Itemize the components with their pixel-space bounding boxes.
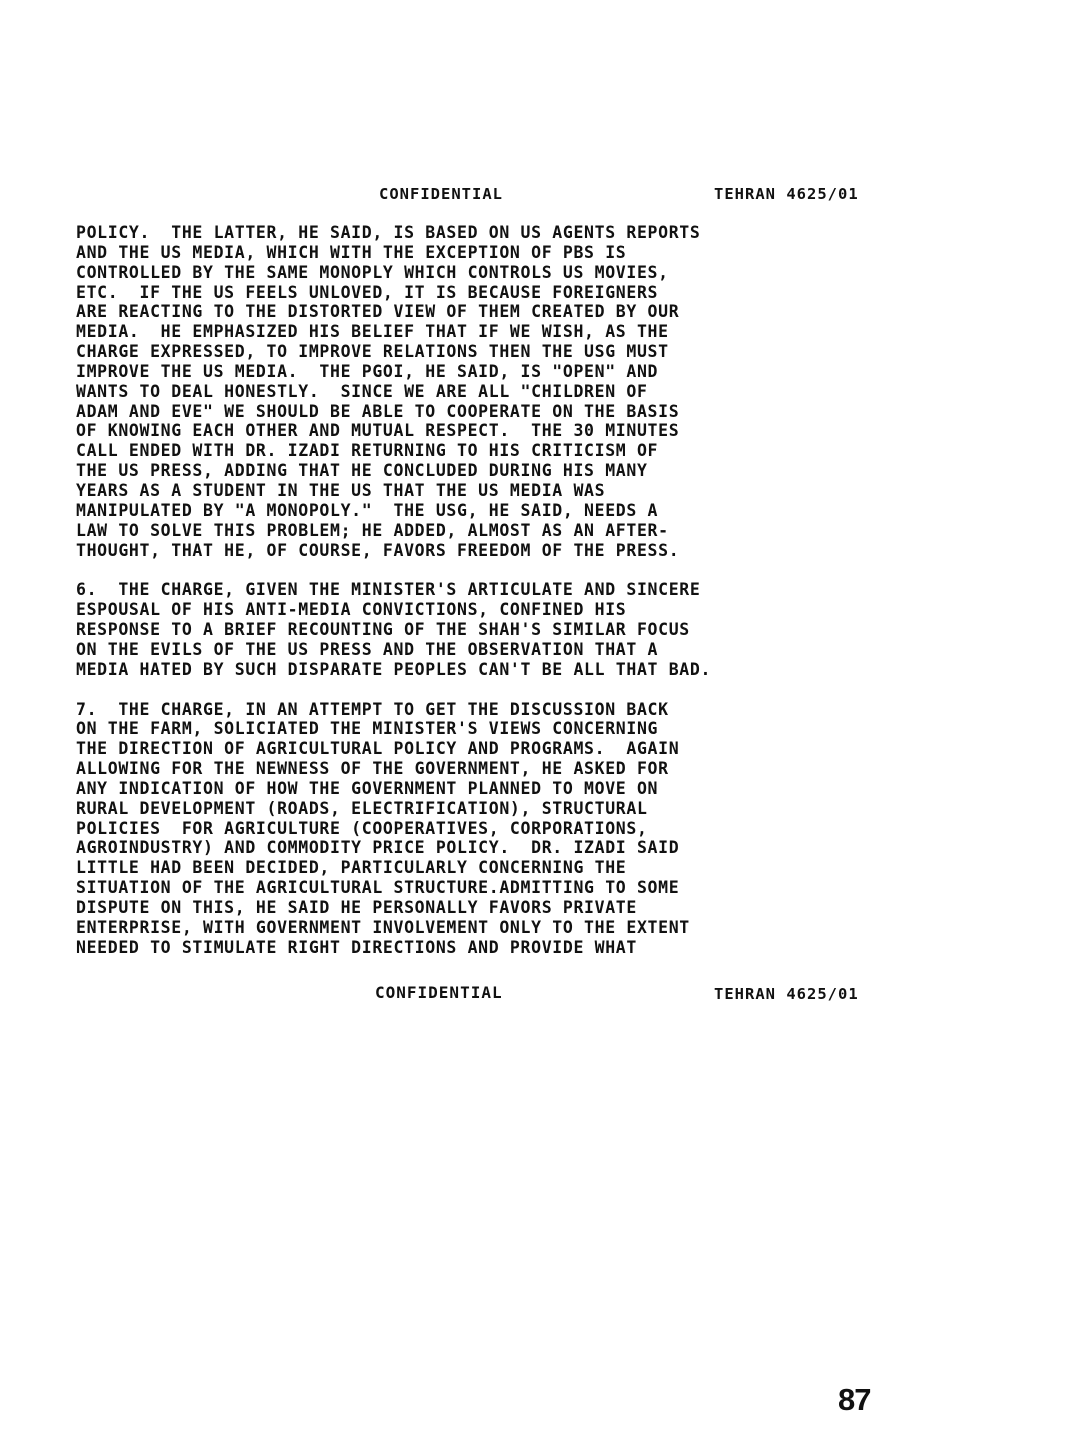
- cable-reference: TEHRAN 4625/01: [714, 985, 859, 1003]
- paragraph-gap: [76, 560, 806, 580]
- paragraph: [76, 580, 806, 679]
- text-line: RURAL DEVELOPMENT (ROADS, ELECTRIFICATION), STRUCTURAL: [76, 798, 648, 818]
- text-line: RESPONSE TO A BRIEF RECOUNTING OF THE SHAH'S SIMILAR FOCUS: [76, 620, 690, 640]
- text-line: ENTERPRISE, WITH GOVERNMENT INVOLVEMENT ONLY TO THE EXTENT: [76, 917, 690, 937]
- text-line: POLICIES FOR AGRICULTURE (COOPERATIVES, CORPORATIONS,: [76, 818, 648, 838]
- text-line: LITTLE HAD BEEN DECIDED, PARTICULARLY CONCERNING THE: [76, 858, 627, 878]
- text-line: YEARS AS A STUDENT IN THE US THAT THE US MEDIA WAS: [76, 480, 606, 500]
- text-line: LAW TO SOLVE THIS PROBLEM; HE ADDED, ALMOST AS AN AFTER-: [76, 520, 669, 540]
- text-line: THE DIRECTION OF AGRICULTURAL POLICY AND PROGRAMS. AGAIN: [76, 739, 680, 759]
- page-number: 87: [838, 1382, 871, 1417]
- text-line: CHARGE EXPRESSED, TO IMPROVE RELATIONS THEN THE USG MUST: [76, 342, 669, 362]
- text-line: OF KNOWING EACH OTHER AND MUTUAL RESPECT. THE 30 MINUTES: [76, 421, 680, 441]
- paragraph: [76, 223, 806, 560]
- text-line: SITUATION OF THE AGRICULTURAL STRUCTURE.ADMITTING TO SOME: [76, 878, 680, 898]
- paragraph: [76, 700, 806, 958]
- classification-marking: CONFIDENTIAL: [379, 185, 503, 203]
- text-line: THE US PRESS, ADDING THAT HE CONCLUDED DURING HIS MANY: [76, 461, 648, 481]
- text-line: MEDIA. HE EMPHASIZED HIS BELIEF THAT IF WE WISH, AS THE: [76, 322, 669, 342]
- text-line: AND THE US MEDIA, WHICH WITH THE EXCEPTION OF PBS IS: [76, 242, 627, 262]
- text-line: ETC. IF THE US FEELS UNLOVED, IT IS BECAUSE FOREIGNERS: [76, 282, 659, 302]
- text-line: ON THE FARM, SOLICIATED THE MINISTER'S VIEWS CONCERNING: [76, 719, 659, 739]
- text-line: ON THE EVILS OF THE US PRESS AND THE OBSERVATION THAT A: [76, 639, 659, 659]
- text-line: ARE REACTING TO THE DISTORTED VIEW OF THEM CREATED BY OUR: [76, 302, 680, 322]
- text-line: NEEDED TO STIMULATE RIGHT DIRECTIONS AND PROVIDE WHAT: [76, 937, 637, 957]
- text-line: MANIPULATED BY "A MONOPOLY." THE USG, HE SAID, NEEDS A: [76, 500, 659, 520]
- text-line: DISPUTE ON THIS, HE SAID HE PERSONALLY FAVORS PRIVATE: [76, 898, 637, 917]
- text-line: WANTS TO DEAL HONESTLY. SINCE WE ARE ALL "CHILDREN OF: [76, 381, 648, 401]
- paragraph-gap: [76, 680, 806, 700]
- text-line: ESPOUSAL OF HIS ANTI-MEDIA CONVICTIONS, CONFINED HIS: [76, 600, 627, 620]
- text-line: POLICY. THE LATTER, HE SAID, IS BASED ON US AGENTS REPORTS: [76, 223, 701, 242]
- text-line: IMPROVE THE US MEDIA. THE PGOI, HE SAID, IS "OPEN" AND: [76, 361, 659, 381]
- cable-body: [76, 223, 806, 958]
- text-line: CALL ENDED WITH DR. IZADI RETURNING TO HIS CRITICISM OF: [76, 441, 659, 461]
- text-line: CONTROLLED BY THE SAME MONOPLY WHICH CONTROLS US MOVIES,: [76, 262, 669, 282]
- text-line: AGROINDUSTRY) AND COMMODITY PRICE POLICY. DR. IZADI SAID: [76, 838, 680, 858]
- text-line: ALLOWING FOR THE NEWNESS OF THE GOVERNMENT, HE ASKED FOR: [76, 759, 669, 779]
- text-line: THOUGHT, THAT HE, OF COURSE, FAVORS FREEDOM OF THE PRESS.: [76, 540, 680, 560]
- text-line: ADAM AND EVE" WE SHOULD BE ABLE TO COOPERATE ON THE BASIS: [76, 401, 680, 421]
- text-line: 7. THE CHARGE, IN AN ATTEMPT TO GET THE DISCUSSION BACK: [76, 699, 669, 719]
- text-line: ANY INDICATION OF HOW THE GOVERNMENT PLANNED TO MOVE ON: [76, 778, 659, 798]
- cable-reference: TEHRAN 4625/01: [714, 185, 859, 203]
- classification-marking: CONFIDENTIAL: [375, 983, 503, 1002]
- text-line: MEDIA HATED BY SUCH DISPARATE PEOPLES CAN'T BE ALL THAT BAD.: [76, 659, 712, 679]
- text-line: 6. THE CHARGE, GIVEN THE MINISTER'S ARTICULATE AND SINCERE: [76, 580, 701, 600]
